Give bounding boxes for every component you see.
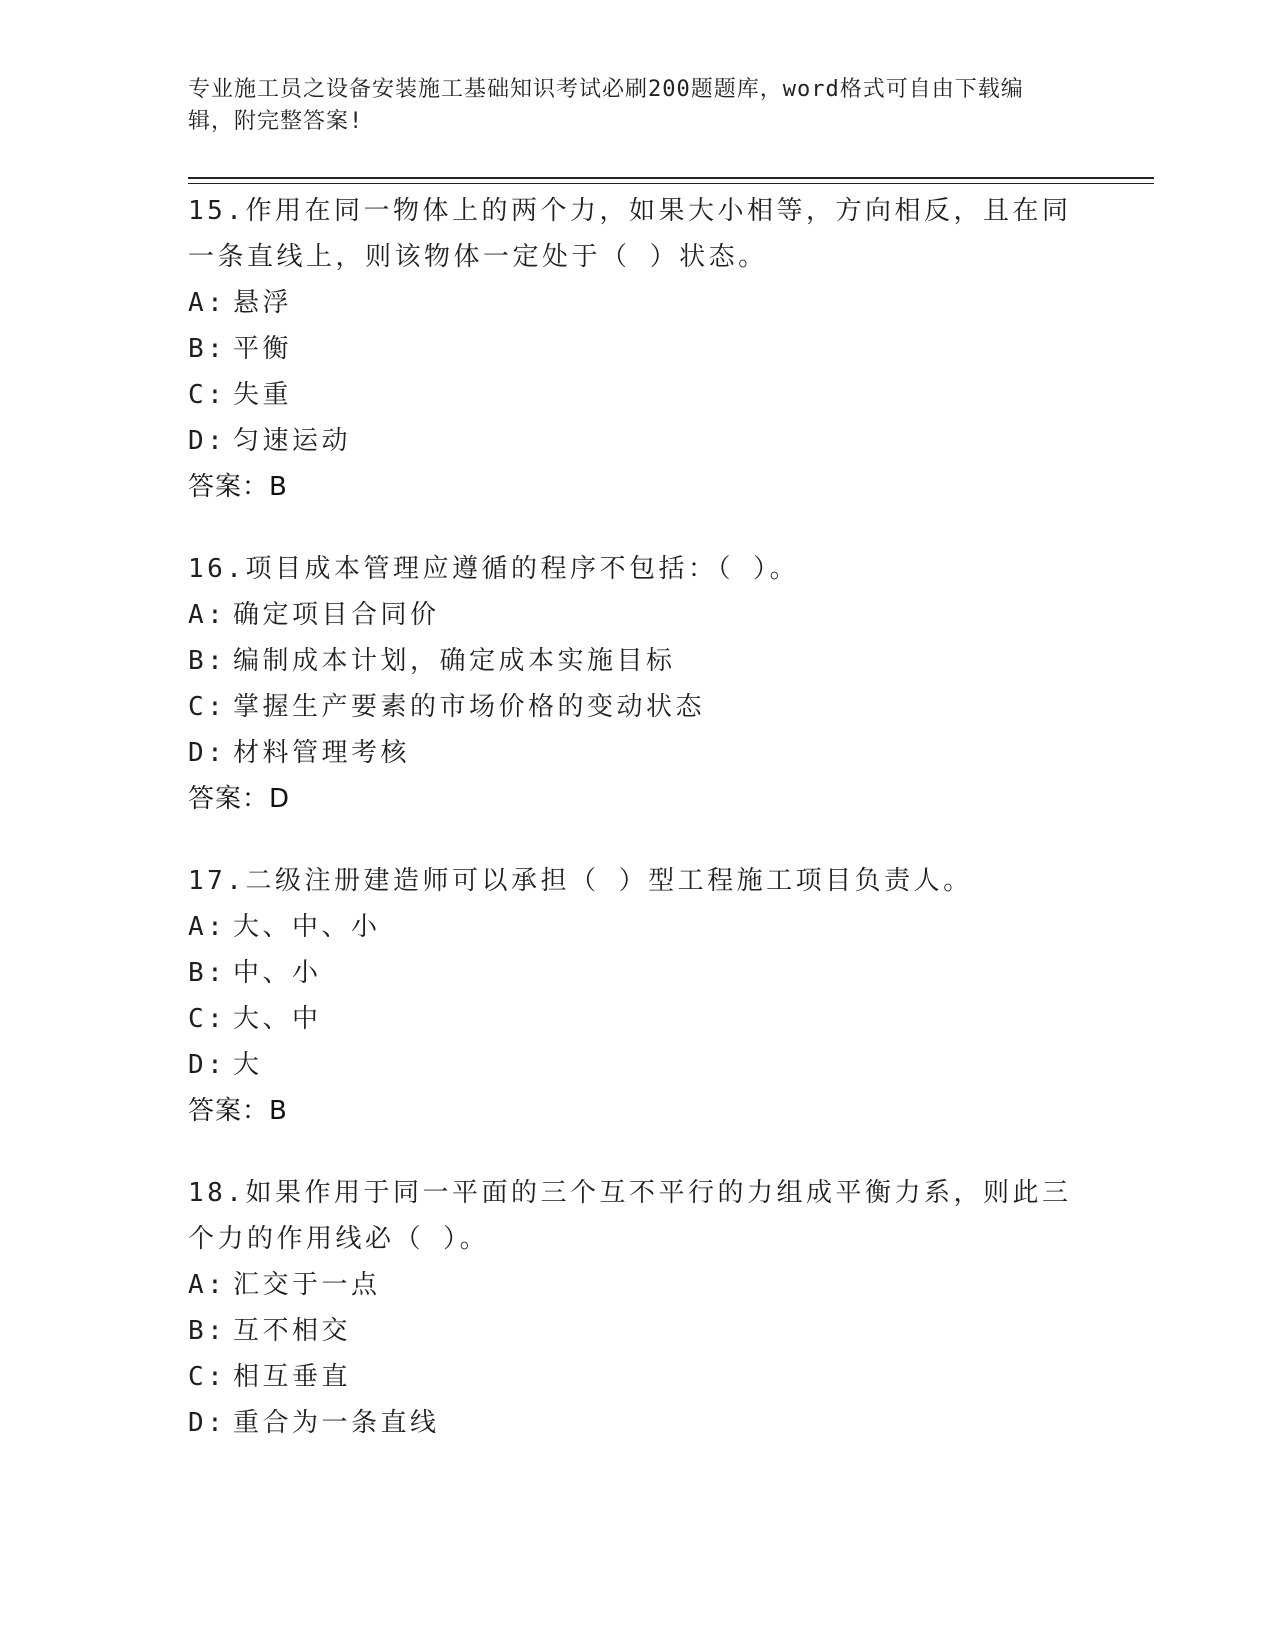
answer-line: 答案：D [188, 784, 291, 814]
option-text: 材料管理考核 [233, 738, 411, 768]
option-key: B: [188, 646, 227, 676]
option-c [188, 684, 1088, 730]
option-key: A: [188, 288, 227, 318]
option-c [188, 996, 1088, 1042]
option-key: D: [188, 426, 227, 456]
option-text: 匀速运动 [233, 426, 352, 456]
option-key: B: [188, 334, 227, 364]
option-d [188, 730, 1088, 776]
option-d [188, 1400, 1088, 1446]
option-key: A: [188, 600, 227, 630]
option-d [188, 418, 1088, 464]
option-text: 重合为一条直线 [233, 1408, 440, 1438]
option-text: 平衡 [233, 334, 293, 364]
option-d [188, 1042, 1088, 1088]
option-key: A: [188, 912, 227, 942]
option-key: B: [188, 1316, 227, 1346]
option-b [188, 638, 1088, 684]
question-text: 16.项目成本管理应遵循的程序不包括：（ ）。 [188, 554, 800, 584]
option-key: B: [188, 958, 227, 988]
document-header: 专业施工员之设备安装施工基础知识考试必刷200题题库，word格式可自由下载编辑，附完整答案! [188, 77, 1024, 134]
option-text: 编制成本计划，确定成本实施目标 [233, 646, 676, 676]
option-key: C: [188, 692, 227, 722]
option-key: A: [188, 1270, 227, 1300]
option-text: 失重 [233, 380, 293, 410]
option-c [188, 1354, 1088, 1400]
question-16 [188, 546, 1088, 822]
header-divider-thin [188, 183, 1154, 184]
option-b [188, 326, 1088, 372]
option-key: D: [188, 1408, 227, 1438]
option-b [188, 950, 1088, 996]
option-text: 大 [233, 1050, 263, 1080]
option-key: D: [188, 1050, 227, 1080]
option-a [188, 904, 1088, 950]
question-text: 17.二级注册建造师可以承担（ ）型工程施工项目负责人。 [188, 866, 973, 896]
option-a [188, 1262, 1088, 1308]
question-list [188, 188, 1088, 1482]
option-text: 中、小 [233, 958, 322, 988]
option-c [188, 372, 1088, 418]
question-18 [188, 1170, 1088, 1446]
header-divider-thick [188, 177, 1154, 179]
option-text: 汇交于一点 [233, 1270, 381, 1300]
question-15 [188, 188, 1088, 510]
option-text: 互不相交 [233, 1316, 352, 1346]
option-text: 悬浮 [233, 288, 293, 318]
option-text: 相互垂直 [233, 1362, 352, 1392]
option-b [188, 1308, 1088, 1354]
option-key: C: [188, 380, 227, 410]
option-a [188, 280, 1088, 326]
question-text: 15.作用在同一物体上的两个力，如果大小相等，方向相反，且在同一条直线上，则该物体一定处于（ ）状态。 [188, 196, 1072, 272]
option-key: C: [188, 1004, 227, 1034]
option-text: 确定项目合同价 [233, 600, 440, 630]
answer-line: 答案：B [188, 472, 288, 502]
answer-line: 答案：B [188, 1096, 288, 1126]
question-17 [188, 858, 1088, 1134]
option-text: 大、中 [233, 1004, 322, 1034]
option-text: 大、中、小 [233, 912, 381, 942]
option-a [188, 592, 1088, 638]
question-text: 18.如果作用于同一平面的三个互不平行的力组成平衡力系，则此三个力的作用线必（ ）。 [188, 1178, 1072, 1254]
option-key: C: [188, 1362, 227, 1392]
option-key: D: [188, 738, 227, 768]
option-text: 掌握生产要素的市场价格的变动状态 [233, 692, 706, 722]
